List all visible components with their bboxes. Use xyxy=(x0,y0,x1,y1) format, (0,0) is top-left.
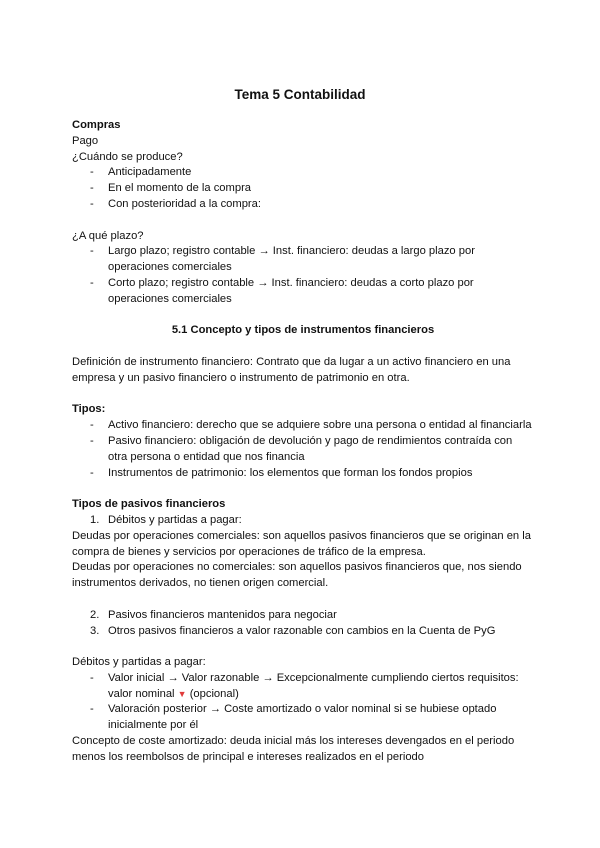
list-item xyxy=(72,165,534,181)
spacer xyxy=(72,481,534,497)
spacer xyxy=(72,213,534,229)
item-number: 2. xyxy=(90,608,100,621)
list-item xyxy=(72,418,534,434)
pasivos-heading: Tipos de pasivos financieros xyxy=(72,498,226,511)
section-heading: 5.1 Concepto y tipos de instrumentos financieros xyxy=(171,324,435,337)
deudas-comerciales-paragraph: Deudas por operaciones comerciales: son aquellos pasivos financieros que se originan en la compra de bienes y servicios por operaciones de tráfico de la empresa. xyxy=(72,529,531,558)
list-item xyxy=(72,244,534,276)
spacer xyxy=(72,639,534,655)
list-item xyxy=(72,466,534,482)
list-item-text: Largo plazo; registro contable → Inst. financiero: deudas a largo plazo por operaciones comerciales xyxy=(108,245,475,274)
numbered-item xyxy=(72,513,534,529)
bullet-dash: - xyxy=(90,671,94,684)
coste-amortizado-paragraph: Concepto de coste amortizado: deuda inicial más los intereses devengados en el periodo menos los reembolsos de principal e intereses realizados en el periodo xyxy=(72,735,515,763)
list-item xyxy=(72,181,534,197)
numbered-item-text: Otros pasivos financieros a valor razonable con cambios en la Cuenta de PyG xyxy=(108,624,496,637)
tipos-heading: Tipos: xyxy=(72,403,106,416)
list-item-text: Instrumentos de patrimonio: los elementos que forman los fondos propios xyxy=(108,466,473,479)
list-item xyxy=(72,434,534,466)
pago-label: Pago xyxy=(72,134,99,147)
list-item-text: Valoración posterior → Coste amortizado o valor nominal si se hubiese optado inicialmente por él xyxy=(108,703,497,732)
list-item-text: Activo financiero: derecho que se adquiere sobre una persona o entidad al financiarla xyxy=(108,419,532,432)
bullet-dash: - xyxy=(90,434,94,447)
list-item-text: Valor inicial → Valor razonable → Excepcionalmente cumpliendo ciertos requisitos: valor nominal xyxy=(108,671,519,700)
item-number: 1. xyxy=(90,513,100,526)
list-item xyxy=(72,671,534,703)
item-number: 3. xyxy=(90,624,100,637)
spacer xyxy=(72,308,534,324)
list-item-text: Pasivo financiero: obligación de devolución y pago de rendimientos contraída con otra persona o entidad que nos financia xyxy=(108,434,513,463)
spacer xyxy=(72,339,534,355)
bullet-dash: - xyxy=(90,197,94,210)
bullet-dash: - xyxy=(90,166,94,179)
numbered-item-text: Débitos y partidas a pagar: xyxy=(108,513,242,526)
cuando-question: ¿Cuándo se produce? xyxy=(72,150,183,163)
list-item-text: En el momento de la compra xyxy=(108,182,252,195)
list-item-text: Corto plazo; registro contable → Inst. financiero: deudas a corto plazo por operaciones comerciales xyxy=(108,276,474,305)
plazo-question: ¿A qué plazo? xyxy=(72,229,144,242)
document-title: Tema 5 Contabilidad xyxy=(234,87,366,102)
bullet-dash: - xyxy=(90,466,94,479)
bullet-dash: - xyxy=(90,419,94,432)
deudas-no-comerciales-paragraph: Deudas por operaciones no comerciales: son aquellos pasivos financieros que, nos siendo instrumentos derivados, no tienen origen comercial. xyxy=(72,561,522,590)
debitos-heading: Débitos y partidas a pagar: xyxy=(72,656,206,669)
list-item-text: Con posterioridad a la compra: xyxy=(108,197,261,210)
spacer xyxy=(72,387,534,403)
list-item xyxy=(72,197,534,213)
list-item xyxy=(72,276,534,308)
compras-heading: Compras xyxy=(72,119,121,131)
optional-note: (opcional) xyxy=(189,687,239,700)
numbered-item xyxy=(72,624,534,640)
list-item xyxy=(72,702,534,734)
down-triangle-icon: ▼ xyxy=(177,688,187,699)
bullet-dash: - xyxy=(90,276,94,289)
bullet-dash: - xyxy=(90,703,94,716)
list-item-text: Anticipadamente xyxy=(108,166,192,179)
bullet-dash: - xyxy=(90,182,94,195)
numbered-item xyxy=(72,608,534,624)
definition-paragraph: Definición de instrumento financiero: Contrato que da lugar a un activo financiero en una empresa y un pasivo financiero o instrumento de patrimonio en otra. xyxy=(72,355,511,384)
document-body xyxy=(72,118,534,766)
bullet-dash: - xyxy=(90,245,94,258)
numbered-item-text: Pasivos financieros mantenidos para negociar xyxy=(108,608,337,621)
spacer xyxy=(72,592,534,608)
